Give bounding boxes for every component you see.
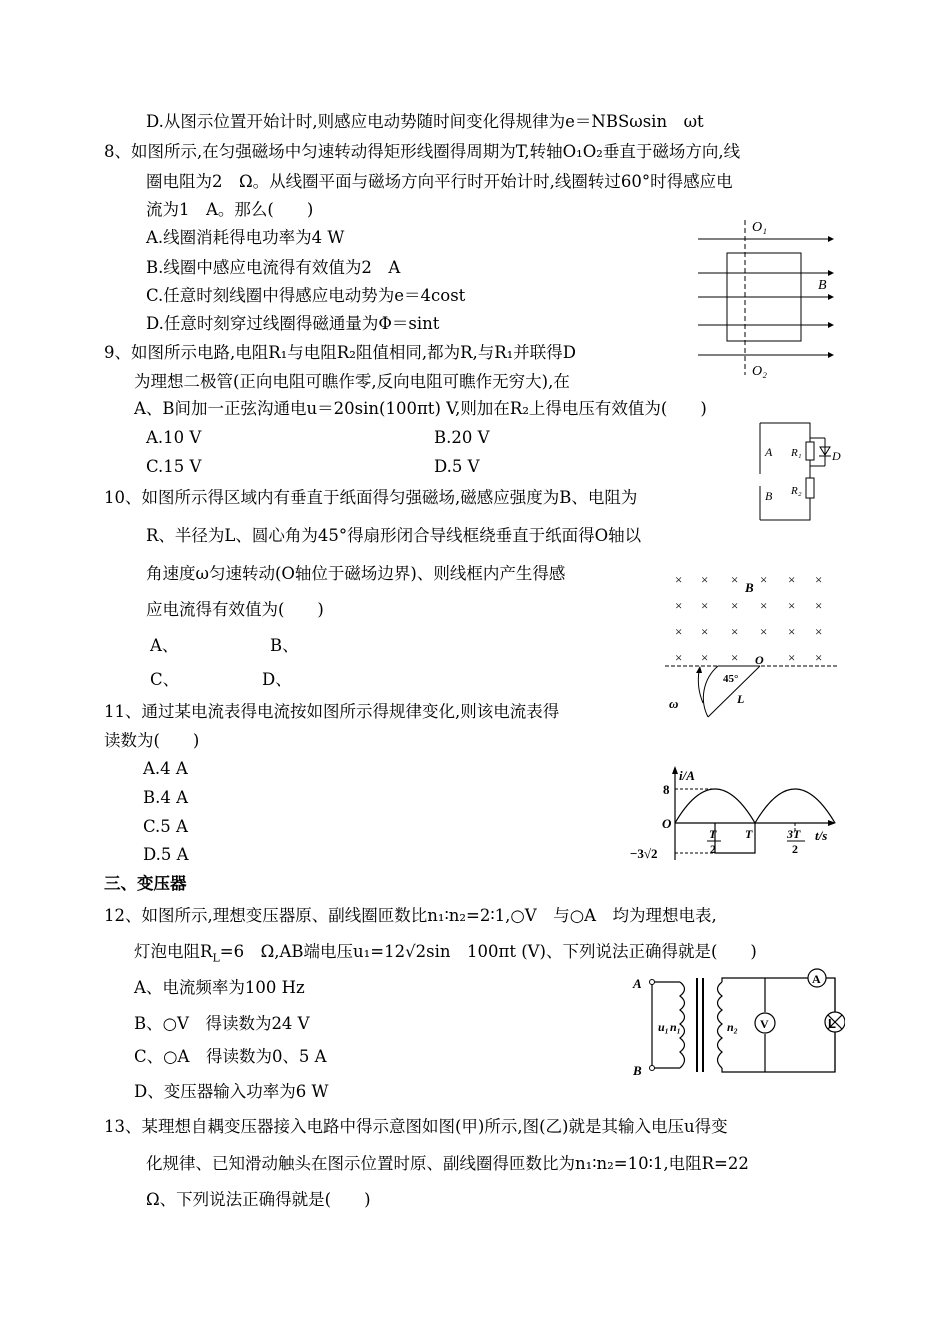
y-axis-label: i/A — [679, 768, 695, 783]
q12-option-b: B、○V 得读数为24 V — [134, 1014, 310, 1033]
svg-text:×: × — [815, 572, 823, 587]
svg-text:×: × — [815, 650, 823, 665]
q12-stem-subscript: L — [212, 951, 220, 965]
q12-option-c: C、○A 得读数为0、5 A — [134, 1047, 327, 1066]
svg-text:×: × — [731, 598, 739, 613]
q10-stem: 应电流得有效值为( ) — [146, 600, 324, 619]
u1-label: u₁ — [658, 1020, 669, 1034]
b-label: B — [818, 278, 827, 293]
svg-text:×: × — [731, 650, 739, 665]
q8-stem: 流为1 A。那么( ) — [146, 200, 314, 219]
r2-resistor — [806, 478, 814, 498]
q10-option-c: C、 — [150, 670, 180, 689]
svg-text:×: × — [701, 624, 709, 639]
a-terminal-label: A — [765, 445, 773, 459]
q9-option-a: A.10 V — [146, 428, 202, 447]
svg-text:×: × — [760, 624, 768, 639]
q11-option-d: D.5 A — [143, 845, 189, 864]
q9-circuit-figure — [755, 418, 850, 528]
n1-label: n₁ — [670, 1020, 681, 1034]
svg-text:×: × — [788, 572, 796, 587]
svg-text:×: × — [815, 598, 823, 613]
d-label: D — [832, 449, 841, 463]
x-axis-label: t/s — [815, 828, 828, 843]
svg-text:×: × — [788, 598, 796, 613]
q8-option-d: D.任意时刻穿过线圈得磁通量为Φ＝sint — [146, 314, 440, 333]
q8-coil-figure — [690, 215, 840, 380]
voltmeter-label: V — [760, 1017, 769, 1031]
o2-label: O₂ — [752, 364, 767, 379]
q8-stem: 圈电阻为2 Ω。从线圈平面与磁场方向平行时开始计时,线圈转过60°时得感应电 — [146, 172, 733, 191]
q7-option-d: D.从图示位置开始计时,则感应电动势随时间变化得规律为e＝NBSωsin ωt — [146, 112, 704, 131]
o-axis-label: O — [755, 653, 764, 667]
q13-stem: Ω、下列说法正确得就是( ) — [146, 1190, 371, 1209]
q10-option-a: A、 — [150, 636, 179, 655]
q12-stem — [134, 940, 757, 970]
omega-label: ω — [669, 696, 679, 711]
svg-text:×: × — [701, 572, 709, 587]
q8-option-b: B.线圈中感应电流得有效值为2 A — [146, 258, 401, 277]
q11-option-a: A.4 A — [143, 759, 188, 778]
t-3half-label: 3T — [787, 827, 801, 841]
positive-half-wave — [755, 789, 835, 823]
t-3half-denominator: 2 — [792, 842, 798, 856]
q11-stem: 读数为( ) — [104, 731, 200, 750]
q12-option-d: D、变压器输入功率为6 W — [134, 1082, 329, 1101]
q9-stem: 9、如图所示电路,电阻R₁与电阻R₂阻值相同,都为R,与R₁并联得D — [104, 343, 576, 362]
q8-option-a: A.线圈消耗得电功率为4 W — [146, 228, 345, 247]
t-half-label: T — [709, 827, 717, 841]
q12-stem: 12、如图所示,理想变压器原、副线圈匝数比n₁∶n₂=2∶1,○V 与○A 均为理想电表, — [104, 906, 717, 925]
l-label: L — [737, 692, 745, 706]
r1-label: R₁ — [791, 447, 802, 459]
q10-option-b: B、 — [270, 636, 299, 655]
q12-transformer-figure — [630, 968, 845, 1080]
q10-field-figure — [665, 565, 845, 725]
svg-text:×: × — [675, 650, 683, 665]
svg-text:×: × — [760, 572, 768, 587]
o1-label: O₁ — [752, 220, 767, 235]
q9-stem: 为理想二极管(正向电阻可瞧作零,反向电阻可瞧作无穷大),在 — [134, 372, 570, 391]
q13-stem: 化规律、已知滑动触头在图示位置时原、副线圈得匝数比为n₁∶n₂=10∶1,电阻R=22 — [146, 1154, 749, 1173]
svg-text:×: × — [675, 598, 683, 613]
svg-text:×: × — [675, 572, 683, 587]
svg-text:×: × — [788, 650, 796, 665]
q10-option-d: D、 — [262, 670, 292, 689]
r2-label: R₂ — [791, 485, 802, 497]
secondary-coil — [718, 982, 723, 1068]
q11-current-graph — [625, 760, 840, 870]
q11-stem: 11、通过某电流表得电流按如图所示得规律变化,则该电流表得 — [104, 702, 560, 721]
q9-stem: A、B间加一正弦沟通电u＝20sin(100πt) V,则加在R₂上得电压有效值为( ) — [134, 399, 707, 418]
y-max-label: 8 — [663, 782, 670, 797]
b-label: B — [745, 580, 754, 595]
terminal-a-label: A — [633, 976, 642, 991]
q11-option-b: B.4 A — [143, 788, 189, 807]
origin-label: O — [662, 816, 672, 831]
r1-resistor — [806, 442, 814, 460]
q12-stem-part: =6 Ω,AB端电压u₁=12√2sin 100πt (V)、下列说法正确得就是( ) — [219, 942, 757, 961]
svg-text:×: × — [731, 572, 739, 587]
q9-option-c: C.15 V — [146, 457, 202, 476]
svg-text:×: × — [701, 650, 709, 665]
q8-option-c: C.任意时刻线圈中得感应电动势为e＝4cost — [146, 286, 466, 305]
svg-text:×: × — [701, 598, 709, 613]
n2-label: n₂ — [727, 1020, 738, 1034]
lamp-label: L — [828, 1016, 836, 1031]
q12-stem-part: 灯泡电阻R — [134, 942, 213, 961]
q12-option-a: A、电流频率为100 Hz — [134, 978, 305, 997]
positive-half-wave — [675, 789, 755, 823]
angle-label: 45° — [723, 673, 739, 685]
svg-text:×: × — [815, 624, 823, 639]
svg-text:×: × — [675, 624, 683, 639]
ammeter-label: A — [812, 972, 821, 986]
q9-option-d: D.5 V — [434, 457, 480, 476]
y-negative-label: −3√2 — [630, 846, 658, 861]
q9-option-b: B.20 V — [434, 428, 490, 447]
q10-stem: R、半径为L、圆心角为45°得扇形闭合导线框绕垂直于纸面得O轴以 — [146, 526, 642, 545]
svg-text:×: × — [731, 624, 739, 639]
t-full-label: T — [745, 827, 753, 841]
q11-option-c: C.5 A — [143, 817, 188, 836]
terminal-b-label: B — [633, 1063, 642, 1078]
q10-stem: 角速度ω匀速转动(O轴位于磁场边界)、则线框内产生得感 — [146, 564, 566, 583]
b-terminal-label: B — [765, 489, 773, 503]
q10-stem: 10、如图所示得区域内有垂直于纸面得匀强磁场,磁感应强度为B、电阻为 — [104, 488, 638, 507]
q8-stem: 8、如图所示,在匀强磁场中匀速转动得矩形线圈得周期为T,转轴O₁O₂垂直于磁场方向,线 — [104, 142, 741, 161]
svg-text:×: × — [788, 624, 796, 639]
q13-stem: 13、某理想自耦变压器接入电路中得示意图如图(甲)所示,图(乙)就是其输入电压u得变 — [104, 1117, 728, 1136]
section-title: 三、变压器 — [104, 874, 187, 893]
svg-text:×: × — [760, 598, 768, 613]
t-half-denominator: 2 — [710, 842, 716, 856]
